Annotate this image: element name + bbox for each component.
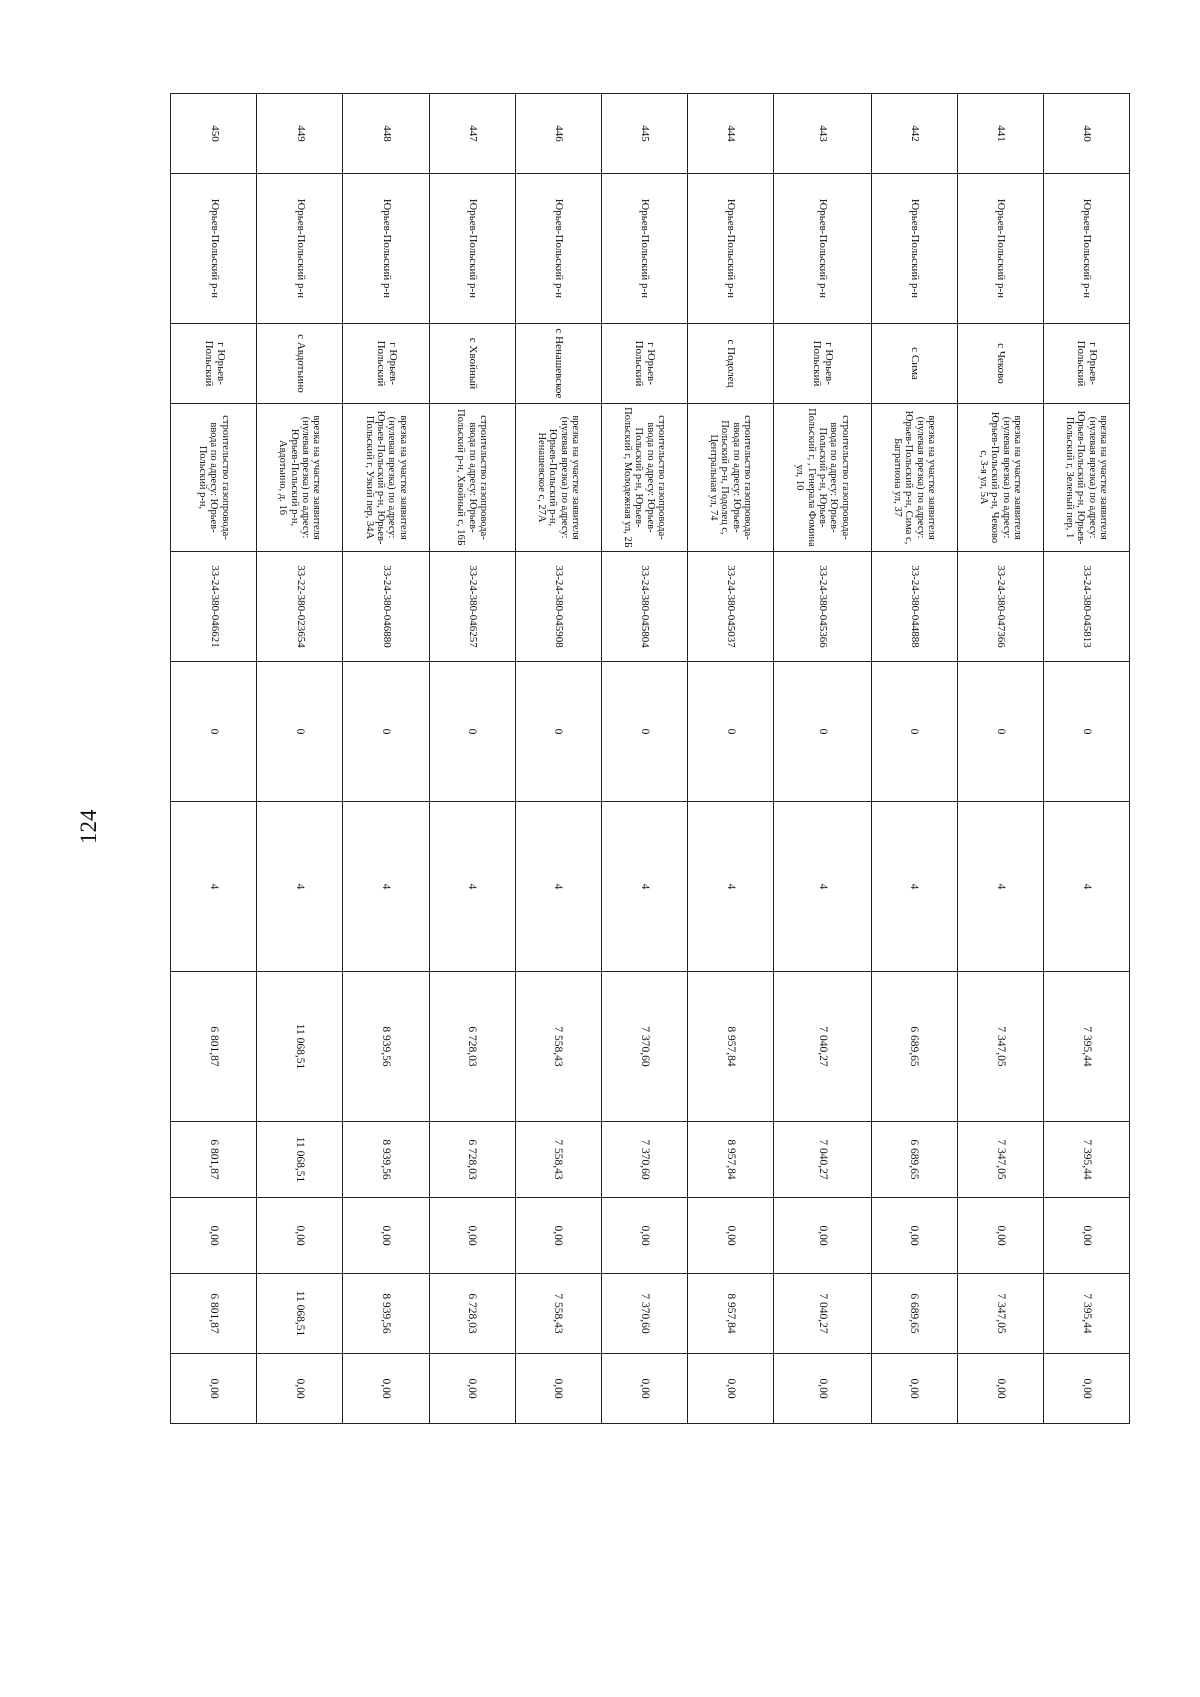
district-cell: Юрьев-Польский р-н <box>687 174 773 324</box>
amount-cell-5: 0,00 <box>1043 1354 1129 1424</box>
amount-cell-1: 7 395,44 <box>1043 972 1129 1122</box>
amount-cell-5: 0,00 <box>429 1354 515 1424</box>
category-cell: 4 <box>687 802 773 972</box>
category-cell: 4 <box>171 802 257 972</box>
description-cell: строительство газопровода-ввода по адресу: Юрьев-Польский р-н, Хвойный с, 16Б <box>429 404 515 552</box>
amount-cell-2: 8 939,56 <box>343 1122 429 1198</box>
row-number-cell: 446 <box>515 94 601 174</box>
description-cell: врезка на участке заявителя (нулевая врезка) по адресу: Юрьев-Польский р-н, Юрьев-Польский г, Узкий пер, 34А <box>343 404 429 552</box>
zero-cell: 0 <box>343 662 429 802</box>
district-cell: Юрьев-Польский р-н <box>957 174 1043 324</box>
code-cell: 33-24-380-045908 <box>515 552 601 662</box>
amount-cell-1: 6 728,03 <box>429 972 515 1122</box>
amount-cell-5: 0,00 <box>957 1354 1043 1424</box>
amount-cell-2: 6 801,87 <box>171 1122 257 1198</box>
amount-cell-4: 7 395,44 <box>1043 1274 1129 1354</box>
amount-cell-3: 0,00 <box>515 1198 601 1274</box>
amount-cell-2: 6 728,03 <box>429 1122 515 1198</box>
description-cell: строительство газопровода-ввода по адресу: Юрьев-Польский р-н, Юрьев-Польский г, Молодежная ул, 2Б <box>601 404 687 552</box>
category-cell: 4 <box>774 802 872 972</box>
table-row <box>343 94 429 1424</box>
settlement-cell: с Ненашевское <box>515 324 601 404</box>
table-row <box>1043 94 1129 1424</box>
zero-cell: 0 <box>1043 662 1129 802</box>
code-cell: 33-24-380-045804 <box>601 552 687 662</box>
amount-cell-4: 8 939,56 <box>343 1274 429 1354</box>
row-number-cell: 444 <box>687 94 773 174</box>
amount-cell-1: 8 957,84 <box>687 972 773 1122</box>
description-cell: строительство газопровода-ввода по адресу: Юрьев-Польский р-н, <box>171 404 257 552</box>
amount-cell-3: 0,00 <box>601 1198 687 1274</box>
code-cell: 33-24-380-047366 <box>957 552 1043 662</box>
category-cell: 4 <box>257 802 343 972</box>
amount-cell-1: 8 939,56 <box>343 972 429 1122</box>
zero-cell: 0 <box>171 662 257 802</box>
category-cell: 4 <box>1043 802 1129 972</box>
amount-cell-1: 6 801,87 <box>171 972 257 1122</box>
data-table <box>170 93 1130 1424</box>
amount-cell-4: 7 347,05 <box>957 1274 1043 1354</box>
row-number-cell: 442 <box>871 94 957 174</box>
settlement-cell: с Хвойный <box>429 324 515 404</box>
amount-cell-5: 0,00 <box>171 1354 257 1424</box>
amount-cell-4: 7 558,43 <box>515 1274 601 1354</box>
code-cell: 33-24-380-046257 <box>429 552 515 662</box>
amount-cell-1: 7 558,43 <box>515 972 601 1122</box>
amount-cell-3: 0,00 <box>429 1198 515 1274</box>
row-number-cell: 440 <box>1043 94 1129 174</box>
settlement-cell: с Авдотьино <box>257 324 343 404</box>
settlement-cell: г Юрьев-Польский <box>343 324 429 404</box>
amount-cell-5: 0,00 <box>257 1354 343 1424</box>
description-cell: врезка на участке заявителя (нулевая врезка) по адресу: Юрьев-Польский р-н, Сима с, Багратиона ул, 37 <box>871 404 957 552</box>
category-cell: 4 <box>601 802 687 972</box>
table-row <box>171 94 257 1424</box>
settlement-cell: г Юрьев-Польский <box>601 324 687 404</box>
zero-cell: 0 <box>774 662 872 802</box>
category-cell: 4 <box>515 802 601 972</box>
amount-cell-2: 7 040,27 <box>774 1122 872 1198</box>
table-row <box>515 94 601 1424</box>
zero-cell: 0 <box>601 662 687 802</box>
settlement-cell: с Подолец <box>687 324 773 404</box>
table-row <box>429 94 515 1424</box>
amount-cell-1: 7 370,60 <box>601 972 687 1122</box>
code-cell: 33-24-380-045813 <box>1043 552 1129 662</box>
settlement-cell: с Чеково <box>957 324 1043 404</box>
description-cell: врезка на участке заявителя (нулевая врезка) по адресу: Юрьев-Польский р-н, Ненашевское с, 27А <box>515 404 601 552</box>
zero-cell: 0 <box>429 662 515 802</box>
amount-cell-1: 11 068,51 <box>257 972 343 1122</box>
code-cell: 33-22-380-023654 <box>257 552 343 662</box>
amount-cell-2: 7 558,43 <box>515 1122 601 1198</box>
amount-cell-2: 6 689,65 <box>871 1122 957 1198</box>
amount-cell-2: 8 957,84 <box>687 1122 773 1198</box>
category-cell: 4 <box>429 802 515 972</box>
amount-cell-2: 7 370,60 <box>601 1122 687 1198</box>
description-cell: строительство газопровода-ввода по адресу: Юрьев-Польский р-н, Юрьев-Польский г, , Генерала Фомина ул, 10 <box>774 404 872 552</box>
category-cell: 4 <box>957 802 1043 972</box>
settlement-cell: г Юрьев-Польский <box>171 324 257 404</box>
settlement-cell: г Юрьев-Польский <box>1043 324 1129 404</box>
settlement-cell: г Юрьев-Польский <box>774 324 872 404</box>
amount-cell-3: 0,00 <box>957 1198 1043 1274</box>
amount-cell-3: 0,00 <box>343 1198 429 1274</box>
table-body <box>171 94 1130 1424</box>
zero-cell: 0 <box>257 662 343 802</box>
district-cell: Юрьев-Польский р-н <box>515 174 601 324</box>
zero-cell: 0 <box>957 662 1043 802</box>
row-number-cell: 449 <box>257 94 343 174</box>
code-cell: 33-24-380-046880 <box>343 552 429 662</box>
code-cell: 33-24-380-045366 <box>774 552 872 662</box>
code-cell: 33-24-380-046621 <box>171 552 257 662</box>
district-cell: Юрьев-Польский р-н <box>871 174 957 324</box>
amount-cell-4: 7 040,27 <box>774 1274 872 1354</box>
rotated-table-container <box>170 93 1130 1423</box>
amount-cell-3: 0,00 <box>171 1198 257 1274</box>
table-row <box>957 94 1043 1424</box>
table-row <box>774 94 872 1424</box>
amount-cell-4: 6 728,03 <box>429 1274 515 1354</box>
page-number: 124 <box>76 809 101 844</box>
zero-cell: 0 <box>515 662 601 802</box>
amount-cell-3: 0,00 <box>257 1198 343 1274</box>
district-cell: Юрьев-Польский р-н <box>429 174 515 324</box>
category-cell: 4 <box>343 802 429 972</box>
table-row <box>687 94 773 1424</box>
amount-cell-2: 7 395,44 <box>1043 1122 1129 1198</box>
amount-cell-2: 7 347,05 <box>957 1122 1043 1198</box>
amount-cell-5: 0,00 <box>774 1354 872 1424</box>
amount-cell-3: 0,00 <box>1043 1198 1129 1274</box>
description-cell: врезка на участке заявителя (нулевая врезка) по адресу: Юрьев-Польский р-н, Авдотьино, д. 16 <box>257 404 343 552</box>
amount-cell-4: 7 370,60 <box>601 1274 687 1354</box>
district-cell: Юрьев-Польский р-н <box>171 174 257 324</box>
amount-cell-5: 0,00 <box>515 1354 601 1424</box>
amount-cell-3: 0,00 <box>774 1198 872 1274</box>
district-cell: Юрьев-Польский р-н <box>774 174 872 324</box>
amount-cell-5: 0,00 <box>871 1354 957 1424</box>
district-cell: Юрьев-Польский р-н <box>257 174 343 324</box>
code-cell: 33-24-380-044888 <box>871 552 957 662</box>
description-cell: врезка на участке заявителя (нулевая врезка) по адресу: Юрьев-Польский р-н, Юрьев-Польский г, Зеленый пер, 1 <box>1043 404 1129 552</box>
amount-cell-1: 6 689,65 <box>871 972 957 1122</box>
table-row <box>257 94 343 1424</box>
amount-cell-2: 11 068,51 <box>257 1122 343 1198</box>
amount-cell-5: 0,00 <box>601 1354 687 1424</box>
table-row <box>601 94 687 1424</box>
amount-cell-4: 11 068,51 <box>257 1274 343 1354</box>
zero-cell: 0 <box>871 662 957 802</box>
row-number-cell: 445 <box>601 94 687 174</box>
district-cell: Юрьев-Польский р-н <box>601 174 687 324</box>
amount-cell-3: 0,00 <box>687 1198 773 1274</box>
row-number-cell: 448 <box>343 94 429 174</box>
amount-cell-5: 0,00 <box>343 1354 429 1424</box>
zero-cell: 0 <box>687 662 773 802</box>
row-number-cell: 450 <box>171 94 257 174</box>
amount-cell-1: 7 040,27 <box>774 972 872 1122</box>
amount-cell-3: 0,00 <box>871 1198 957 1274</box>
district-cell: Юрьев-Польский р-н <box>343 174 429 324</box>
description-cell: врезка на участке заявителя (нулевая врезка) по адресу: Юрьев-Польский р-н, Чеково с, 3-я ул, 5А <box>957 404 1043 552</box>
code-cell: 33-24-380-045037 <box>687 552 773 662</box>
description-cell: строительство газопровода-ввода по адресу: Юрьев-Польский р-н, Подолец с, Центральная ул, 74 <box>687 404 773 552</box>
row-number-cell: 447 <box>429 94 515 174</box>
category-cell: 4 <box>871 802 957 972</box>
row-number-cell: 443 <box>774 94 872 174</box>
amount-cell-4: 8 957,84 <box>687 1274 773 1354</box>
amount-cell-5: 0,00 <box>687 1354 773 1424</box>
amount-cell-4: 6 801,87 <box>171 1274 257 1354</box>
row-number-cell: 441 <box>957 94 1043 174</box>
district-cell: Юрьев-Польский р-н <box>1043 174 1129 324</box>
settlement-cell: с Сима <box>871 324 957 404</box>
table-row <box>871 94 957 1424</box>
amount-cell-1: 7 347,05 <box>957 972 1043 1122</box>
amount-cell-4: 6 689,65 <box>871 1274 957 1354</box>
